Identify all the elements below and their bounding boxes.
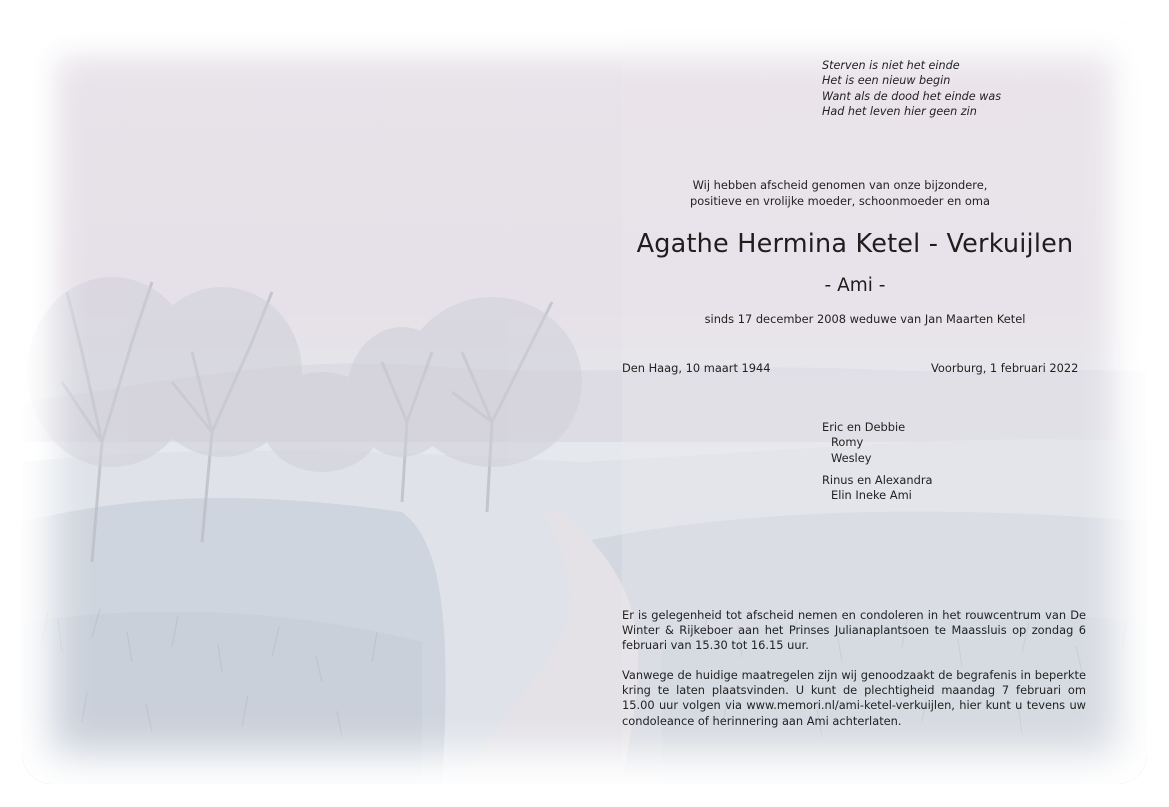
funeral-paragraph: Vanwege de huidige maatregelen zijn wij genoodzaakt de begrafenis in beperkte kring te laten plaatsvinden. U kunt de plechtigheid maandag 7 februari om 15.00 uur volgen via www.memori.nl/ami-ketel-verkuijlen, hier kunt u tevens uw condoleance of herinnering aan Ami achterlaten.: [622, 668, 1086, 728]
intro-line: Wij hebben afscheid genomen van onze bijzondere,: [692, 178, 988, 192]
family-child: Elin Ineke Ami: [831, 488, 912, 503]
family-child: Wesley: [831, 450, 872, 465]
family-couple: Rinus en Alexandra: [822, 472, 933, 487]
poem-line: Sterven is niet het einde: [822, 59, 960, 72]
intro-text: [640, 178, 1040, 209]
poem-line: Het is een nieuw begin: [822, 74, 951, 88]
condolence-paragraph: Er is gelegenheid tot afscheid nemen en condoleren in het rouwcentrum van De Winter & Rijkeboer aan het Prinses Julianaplantsoen te Maassluis op zondag 6 februari van 15.30 tot 16.15 uur.: [622, 608, 1086, 653]
poem-line: Want als de dood het einde was: [822, 89, 1002, 103]
poem-line: Had het leven hier geen zin: [822, 104, 977, 118]
intro-line: positieve en vrolijke moeder, schoonmoeder en oma: [690, 193, 990, 208]
death-place-date: Voorburg, 1 februari 2022: [931, 361, 1079, 375]
family-list: [822, 420, 933, 503]
birth-place-date: Den Haag, 10 maart 1944: [622, 361, 771, 375]
deceased-nickname: - Ami -: [824, 275, 886, 296]
poem: [822, 58, 1001, 119]
family-child: Romy: [831, 435, 864, 450]
widow-note: sinds 17 december 2008 weduwe van Jan Maarten Ketel: [704, 312, 1026, 326]
family-couple: Eric en Debbie: [822, 420, 906, 434]
deceased-name: Agathe Hermina Ketel - Verkuijlen: [636, 229, 1074, 259]
